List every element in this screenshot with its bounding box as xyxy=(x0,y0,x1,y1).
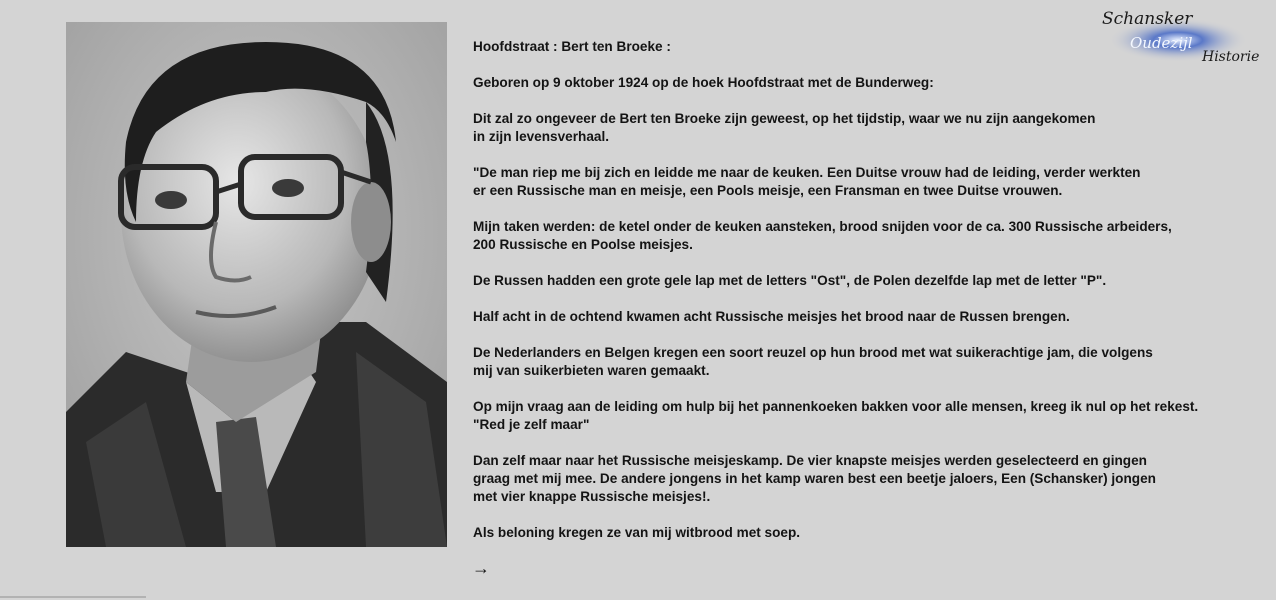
paragraph-line: Mijn taken werden: de ketel onder de keuken aansteken, brood snijden voor de ca. 300 Russische arbeiders, xyxy=(473,219,1172,234)
paragraph-line: graag met mij mee. De andere jongens in het kamp waren best een beetje jaloers, Een (Schansker) jongen xyxy=(473,471,1156,486)
paragraph-line: met vier knappe Russische meisjes!. xyxy=(473,489,711,504)
paragraph-line: mij van suikerbieten waren gemaakt. xyxy=(473,363,710,378)
paragraph-line: 200 Russische en Poolse meisjes. xyxy=(473,237,693,252)
divider xyxy=(0,596,146,598)
paragraph-line: "De man riep me bij zich en leidde me naar de keuken. Een Duitse vrouw had de leiding, verder werkten xyxy=(473,165,1141,180)
next-arrow-link[interactable]: → xyxy=(472,558,490,578)
logo-line3: Historie xyxy=(1202,49,1260,65)
paragraph-line: Op mijn vraag aan de leiding om hulp bij het pannenkoeken bakken voor alle mensen, kreeg ik nul op het rekest. xyxy=(473,399,1199,414)
paragraph-line: in zijn levensverhaal. xyxy=(473,129,609,144)
logo-line1: Schansker xyxy=(1102,9,1193,29)
paragraph-line: De Russen hadden een grote gele lap met de letters "Ost", de Polen dezelfde lap met de letter "P". xyxy=(473,273,1107,288)
paragraph-line: "Red je zelf maar" xyxy=(473,417,590,432)
paragraph-line: Dan zelf maar naar het Russische meisjeskamp. De vier knapste meisjes werden geselecteerd en gingen xyxy=(473,453,1147,468)
paragraph-line: Half acht in de ochtend kwamen acht Russische meisjes het brood naar de Russen brengen. xyxy=(473,309,1070,324)
portrait-photo xyxy=(66,22,447,547)
paragraph-line: Dit zal zo ongeveer de Bert ten Broeke zijn geweest, op het tijdstip, waar we nu zijn aangekomen xyxy=(473,111,1096,126)
logo-line2: Oudezijl xyxy=(1130,34,1193,52)
article-text xyxy=(473,38,1273,542)
article-title: Hoofdstraat : Bert ten Broeke : xyxy=(473,39,671,54)
paragraph-line: er een Russische man en meisje, een Pools meisje, een Fransman en twee Duitse vrouwen. xyxy=(473,183,1063,198)
paragraph-line: Als beloning kregen ze van mij witbrood met soep. xyxy=(473,525,801,540)
birth-line: Geboren op 9 oktober 1924 op de hoek Hoofdstraat met de Bunderweg: xyxy=(473,75,934,90)
paragraph-line: De Nederlanders en Belgen kregen een soort reuzel op hun brood met wat suikerachtige jam, die volgens xyxy=(473,345,1153,360)
